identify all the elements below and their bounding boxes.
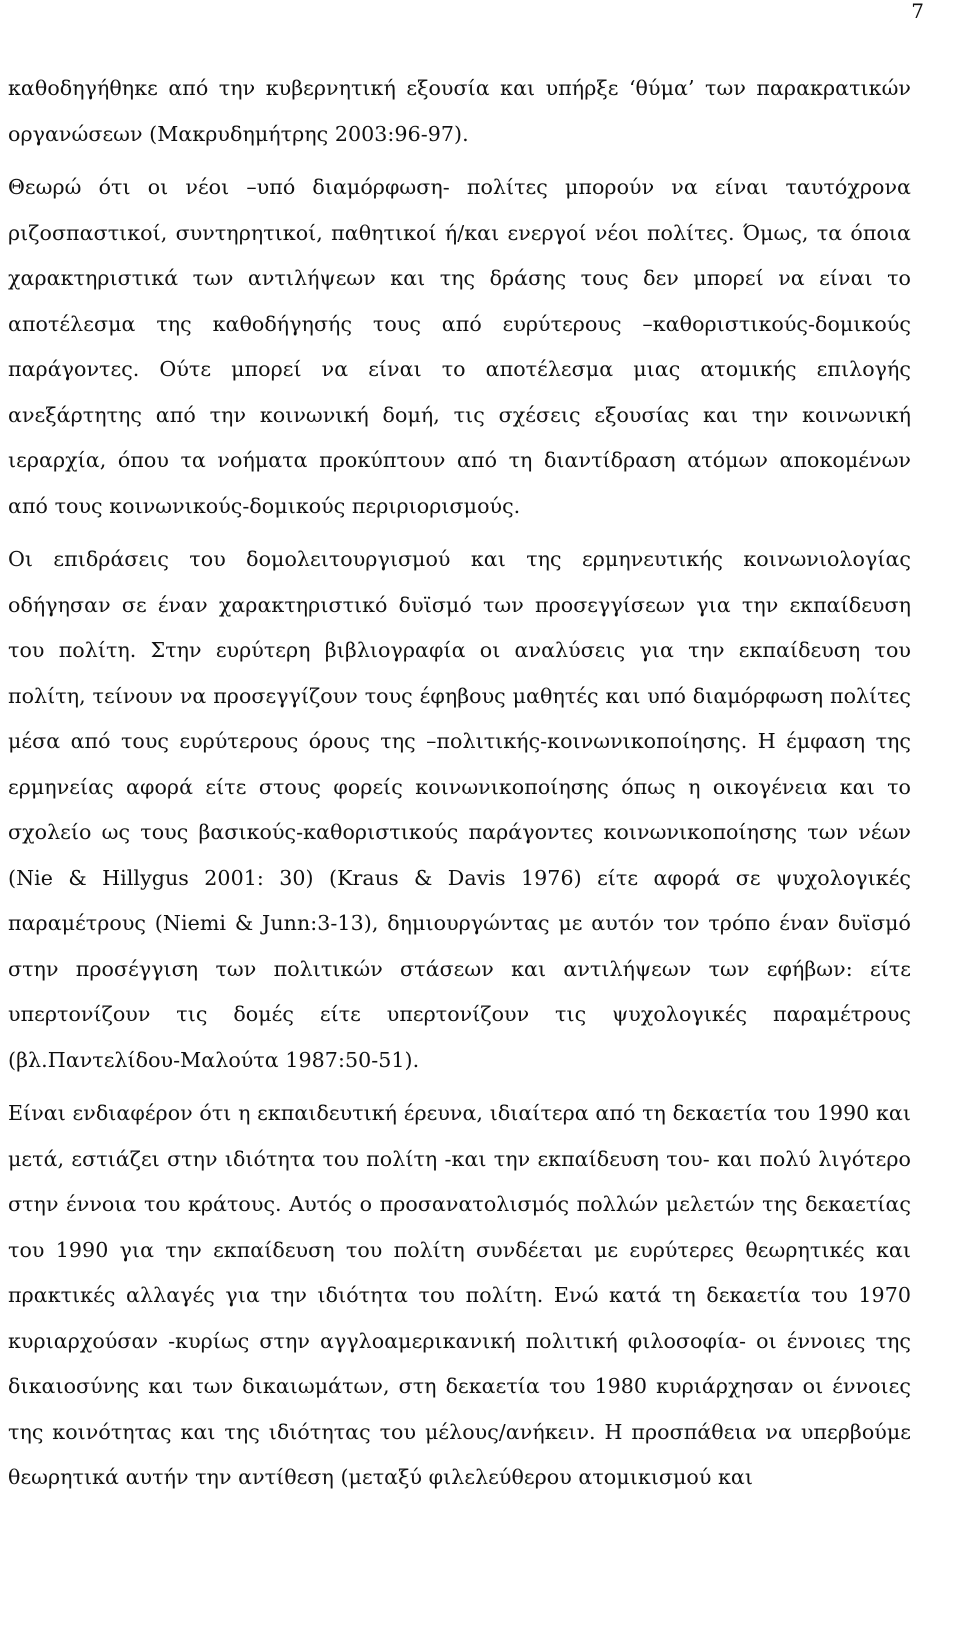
- paragraph-1: καθοδηγήθηκε από την κυβερνητική εξουσία και υπήρξε ‘θύμα’ των παρακρατικών οργανώσεων (Μακρυδημήτρης 2003:96-97).: [8, 76, 911, 146]
- page-number: 7: [911, 0, 924, 23]
- paragraph-3: Οι επιδράσεις του δομολειτουργισμού και της ερμηνευτικής κοινωνιολογίας οδήγησαν σε έναν χαρακτηριστικό δυϊσμό των προσεγγίσεων για την εκπαίδευση του πολίτη. Στην ευρύτερη βιβλιογραφία οι αναλύσεις για την εκπαίδευση του πολίτη, τείνουν να προσεγγίζουν τους έφηβους μαθητές και υπό διαμόρφωση πολίτες μέσα από τους ευρύτερους όρους της –πολιτικής-κοινωνικοποίησης. Η έμφαση της ερμηνείας αφορά είτε στους φορείς κοινωνικοποίησης όπως η οικογένεια και το σχολείο ως τους βασικούς-καθοριστικούς παράγοντες κοινωνικοποίησης των νέων (Nie & Hillygus 2001: 30) (Kraus & Davis 1976) είτε αφορά σε ψυχολογικές παραμέτρους (Niemi & Junn:3-13), δημιουργώντας με αυτόν τον τρόπο έναν δυϊσμό στην προσέγγιση των πολιτικών στάσεων και αντιλήψεων των εφήβων: είτε υπερτονίζουν τις δομές είτε υπερτονίζουν τις ψυχολογικές παραμέτρους (βλ.Παντελίδου-Μαλούτα 1987:50-51).: [8, 547, 911, 1072]
- paragraph-4: Είναι ενδιαφέρον ότι η εκπαιδευτική έρευνα, ιδιαίτερα από τη δεκαετία του 1990 και μετά, εστιάζει στην ιδιότητα του πολίτη -και την εκπαίδευση του- και πολύ λιγότερο στην έννοια του κράτους. Αυτός ο προσανατολισμός πολλών μελετών της δεκαετίας του 1990 για την εκπαίδευση του πολίτη συνδέεται με ευρύτερες θεωρητικές και πρακτικές αλλαγές για την ιδιότητα του πολίτη. Ενώ κατά τη δεκαετία του 1970 κυριαρχούσαν -κυρίως στην αγγλοαμερικανική πολιτική φιλοσοφία- οι έννοιες της δικαιοσύνης και των δικαιωμάτων, στη δεκαετία του 1980 κυριάρχησαν οι έννοιες της κοινότητας και της ιδιότητας του μέλους/ανήκειν. Η προσπάθεια να υπερβούμε θεωρητικά αυτήν την αντίθεση (μεταξύ φιλελεύθερου ατομικισμού και: [8, 1101, 911, 1489]
- paragraph-2: Θεωρώ ότι οι νέοι –υπό διαμόρφωση- πολίτες μπορούν να είναι ταυτόχρονα ριζοσπαστικοί, συντηρητικοί, παθητικοί ή/και ενεργοί νέοι πολίτες. Όμως, τα όποια χαρακτηριστικά των αντιλήψεων και της δράσης τους δεν μπορεί να είναι το αποτέλεσμα της καθοδήγησής τους από ευρύτερους –καθοριστικούς-δομικούς παράγοντες. Ούτε μπορεί να είναι το αποτέλεσμα μιας ατομικής επιλογής ανεξάρτητης από την κοινωνική δομή, τις σχέσεις εξουσίας και την κοινωνική ιεραρχία, όπου τα νοήματα προκύπτουν από τη διαντίδραση ατόμων αποκομένων από τους κοινωνικούς-δομικούς περιριορισμούς.: [8, 175, 911, 518]
- document-body: [8, 66, 911, 1501]
